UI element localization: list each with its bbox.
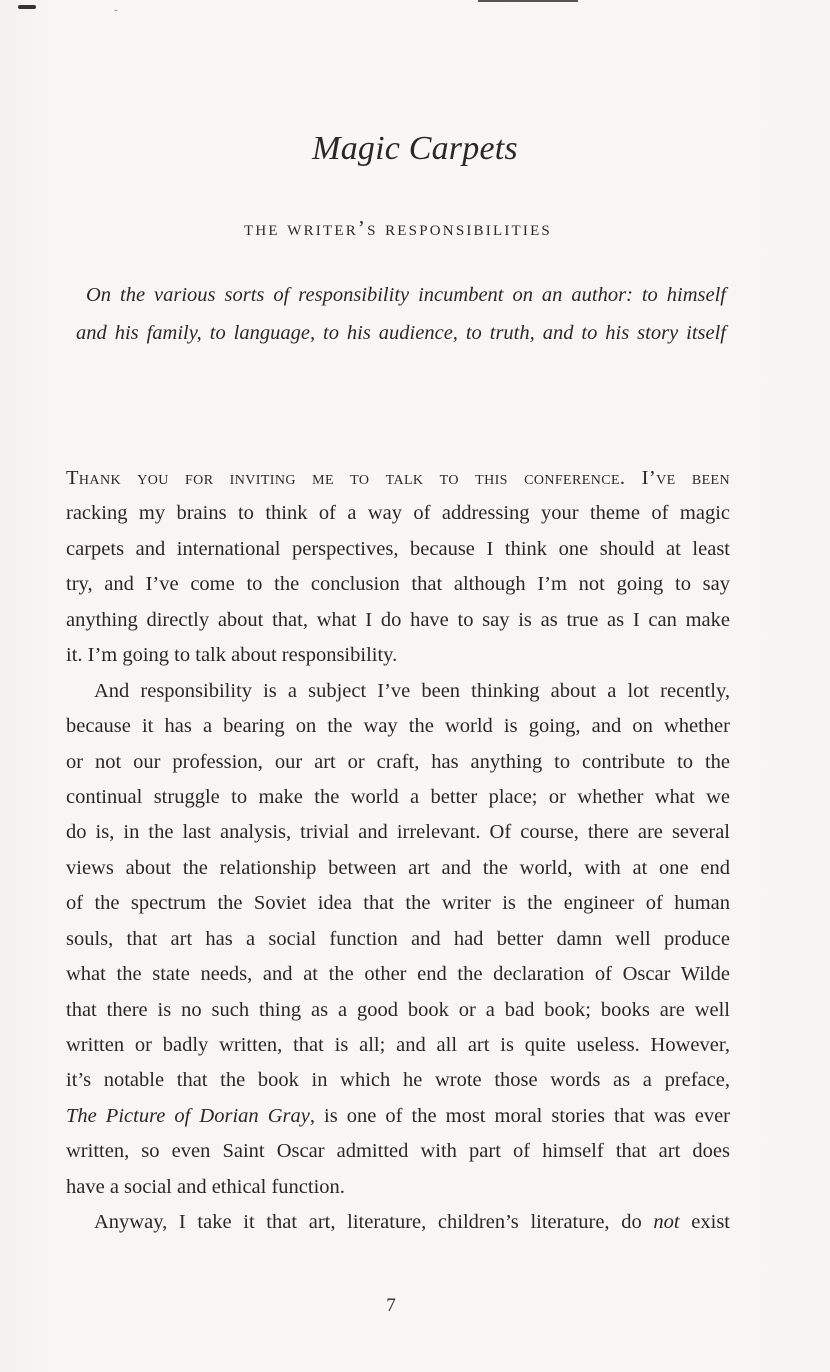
text-line: of the spectrum the Soviet idea that the writer is the engineer of human <box>66 892 730 915</box>
text-line: written or badly written, that is all; and all art is quite useless. However, <box>66 1034 730 1056</box>
text-line: it. I’m going to talk about responsibility. <box>66 644 398 667</box>
text-line: And responsibility is a subject I’ve been thinking about a lot recently, <box>94 679 730 702</box>
body-text <box>66 461 730 1241</box>
text-line: views about the relationship between art and the world, with at one end <box>66 856 730 879</box>
page-number: 7 <box>386 1295 396 1316</box>
text-line: anything directly about that, what I do have to say is as true as I can make <box>66 608 730 631</box>
text-fragment: exist <box>679 1211 731 1234</box>
text-line: written, so even Saint Oscar admitted with part of himself that art does <box>66 1140 730 1163</box>
epigraph-line-1: On the various sorts of responsibility incumbent on an author: to himself <box>86 284 726 306</box>
epigraph-line-2: and his family, to language, to his audience, to truth, and to his story itself <box>76 322 726 344</box>
text-line: or not our profession, our art or craft, has anything to contribute to the <box>66 750 730 773</box>
text-fragment: Anyway, I take it that art, literature, children’s literature, do <box>94 1211 654 1234</box>
text-line: that there is no such thing as a good book or a bad book; books are well <box>66 998 730 1021</box>
scan-mark-left <box>18 5 36 9</box>
chapter-title: Magic Carpets <box>312 130 518 167</box>
text-line: try, and I’ve come to the conclusion that although I’m not going to say <box>66 573 730 596</box>
text-line: carpets and international perspectives, because I think one should at least <box>66 537 730 560</box>
text-line: it’s notable that the book in which he wrote those words as a preface, <box>66 1069 730 1092</box>
text-line: continual struggle to make the world a better place; or whether what we <box>66 785 730 808</box>
chapter-subtitle: the writer’s responsibilities <box>244 216 552 240</box>
emphasis: not <box>653 1211 680 1234</box>
text-line: souls, that art has a social function and had better damn well produce <box>66 927 730 950</box>
text-line: racking my brains to think of a way of addressing your theme of magic <box>66 502 730 525</box>
paragraph-1-opening: Thank you for inviting me to talk to this conference. I’ve been <box>66 467 730 489</box>
text-line: because it has a bearing on the way the world is going, and on whether <box>66 715 730 738</box>
text-line: what the state needs, and at the other end the declaration of Oscar Wilde <box>66 963 730 986</box>
text-line-with-emphasis <box>66 1205 730 1240</box>
text-line: do is, in the last analysis, trivial and irrelevant. Of course, there are several <box>66 821 730 844</box>
text-line: have a social and ethical function. <box>66 1175 345 1198</box>
scan-mark-dot: ˇ <box>114 9 118 20</box>
text-fragment: , is one of the most moral stories that was ever <box>309 1104 730 1127</box>
scan-mark-right <box>478 0 578 2</box>
book-title: The Picture of Dorian Gray <box>66 1104 310 1127</box>
text-line-with-title <box>66 1099 730 1134</box>
